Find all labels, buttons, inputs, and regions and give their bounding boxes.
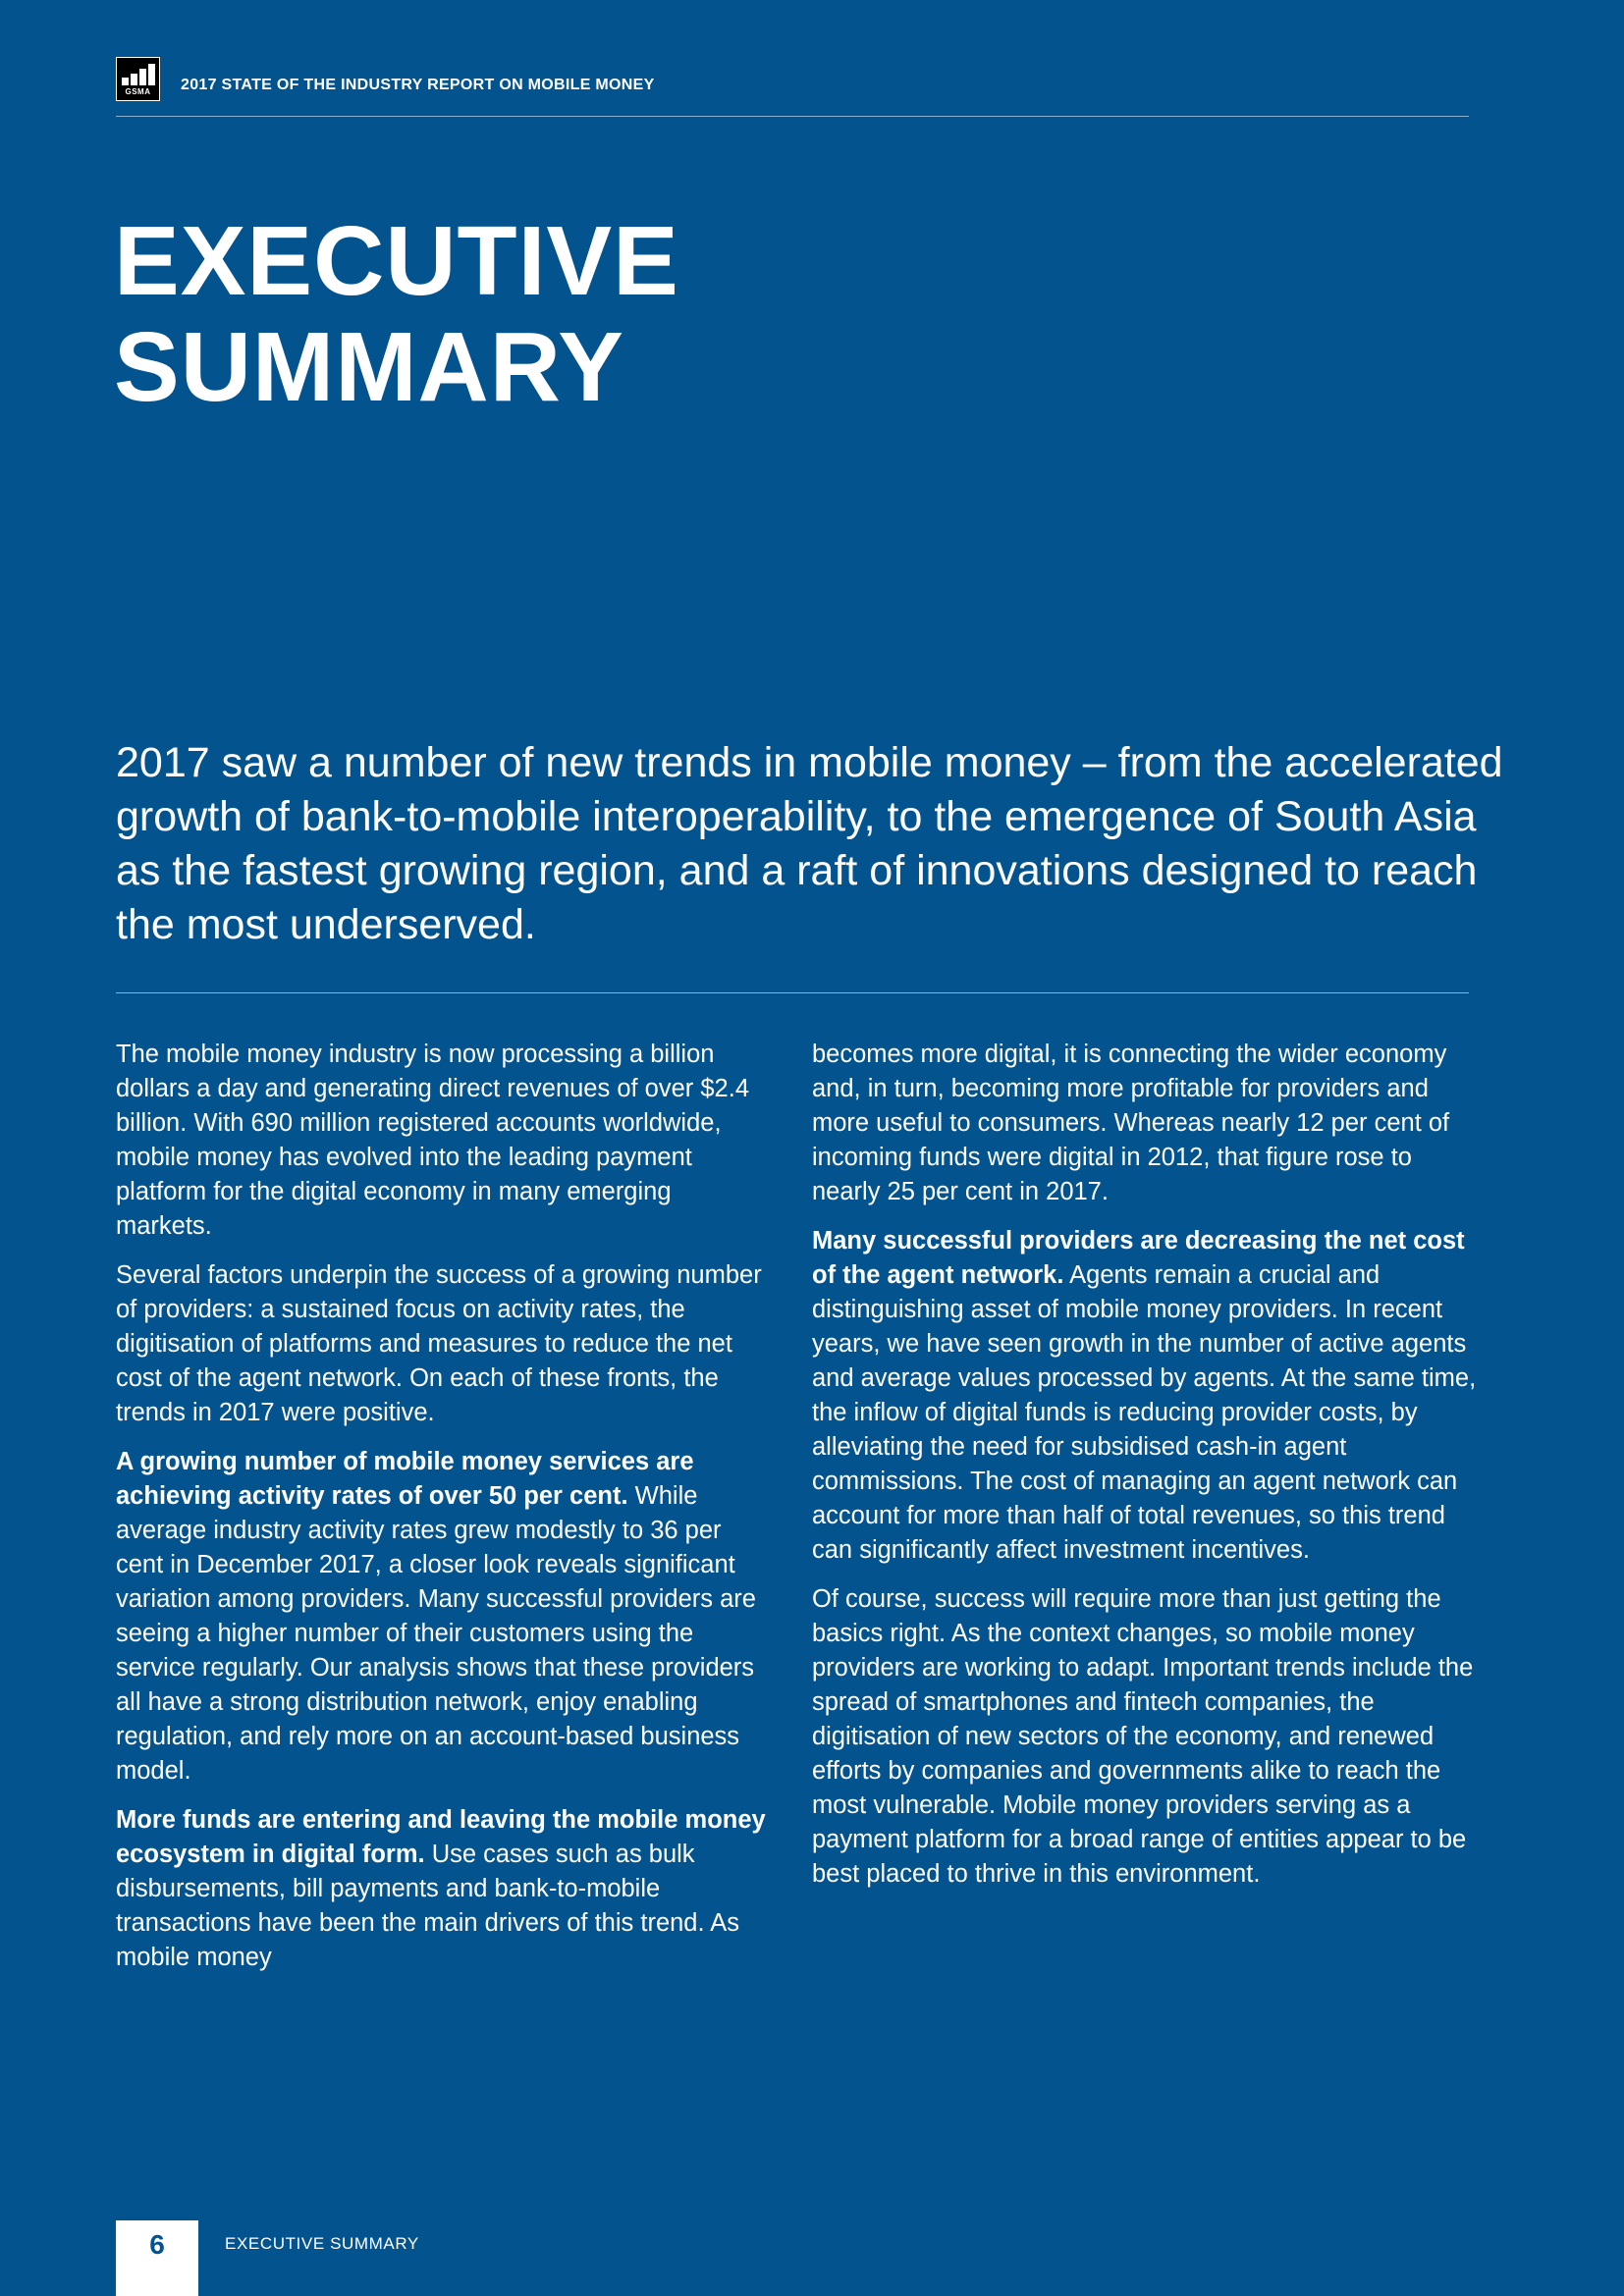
title-line-1: EXECUTIVE xyxy=(114,206,679,316)
body-paragraph: becomes more digital, it is connecting the wider economy and, in turn, becoming more profitable for providers and more useful to consumers. Whereas nearly 12 per cent of incoming funds were digital in 2012, that figure rose to nearly 25 per cent in 2017. xyxy=(812,1041,1450,1205)
paragraph-lead-bold: Many successful providers are decreasing the net cost of the agent network. xyxy=(812,1227,1465,1289)
paragraph-text: Use cases such as bulk disbursements, bill payments and bank-to-mobile transactions have been the main drivers of this trend. As mobile money xyxy=(116,1841,740,1971)
lead-paragraph: 2017 saw a number of new trends in mobile money – from the accelerated growth of bank-to-mobile interoperability, to the emergence of South Asia as the fastest growing region, and a raft of innovations designed to reach the most underserved. xyxy=(116,739,1503,948)
paragraph-lead-bold: More funds are entering and leaving the mobile money ecosystem in digital form. xyxy=(116,1806,766,1868)
divider xyxy=(116,992,1469,993)
page-title xyxy=(114,208,679,420)
title-line-2: SUMMARY xyxy=(114,312,624,422)
report-title: 2017 STATE OF THE INDUSTRY REPORT ON MOBILE MONEY xyxy=(181,77,655,93)
paragraph-lead-bold: A growing number of mobile money services are achieving activity rates of over 50 per cent. xyxy=(116,1448,694,1510)
signal-bars-icon xyxy=(122,64,155,85)
logo-wordmark: GSMA xyxy=(125,87,151,96)
body-paragraph: Of course, success will require more than just getting the basics right. As the context changes, so mobile money providers are working to adapt. Important trends include the spread of smartphones and fintech companies, the digitisation of new sectors of the economy, and renewed efforts by companies and governments alike to reach the most vulnerable. Mobile money providers serving as a payment platform for a broad range of entities appear to be best placed to thrive in this environment. xyxy=(812,1585,1474,1888)
gsma-logo xyxy=(116,57,160,101)
footer-section-label: EXECUTIVE SUMMARY xyxy=(225,2234,419,2253)
body-paragraph xyxy=(812,1224,1480,1568)
paragraph-text: While average industry activity rates grew modestly to 36 per cent in December 2017, a closer look reveals significant variation among providers. Many successful providers are seeing a higher number of their customers using the service regularly. Our analysis shows that these providers all have a strong distribution network, enjoy enabling regulation, and rely more on an account-based business model. xyxy=(116,1482,756,1785)
body-column-left xyxy=(116,1038,774,1990)
body-column-right xyxy=(812,1038,1480,1906)
page-number: 6 xyxy=(116,2220,198,2296)
body-paragraph xyxy=(116,1803,774,1975)
page-header xyxy=(116,57,1469,117)
paragraph-text: Agents remain a crucial and distinguishing asset of mobile money providers. In recent years, we have seen growth in the number of active agents and average values processed by agents. At the same time, the inflow of digital funds is reducing provider costs, by alleviating the need for subsidised cash-in agent commissions. The cost of managing an agent network can account for more than half of total revenues, so this trend can significantly affect investment incentives. xyxy=(812,1261,1477,1564)
body-paragraph: The mobile money industry is now processing a billion dollars a day and generating direct revenues of over $2.4 billion. With 690 million registered accounts worldwide, mobile money has evolved into the leading payment platform for the digital economy in many emerging markets. xyxy=(116,1041,749,1240)
body-paragraph xyxy=(116,1445,774,1789)
body-paragraph: Several factors underpin the success of a growing number of providers: a sustained focus on activity rates, the digitisation of platforms and measures to reduce the net cost of the agent network. On each of these fronts, the trends in 2017 were positive. xyxy=(116,1261,762,1426)
